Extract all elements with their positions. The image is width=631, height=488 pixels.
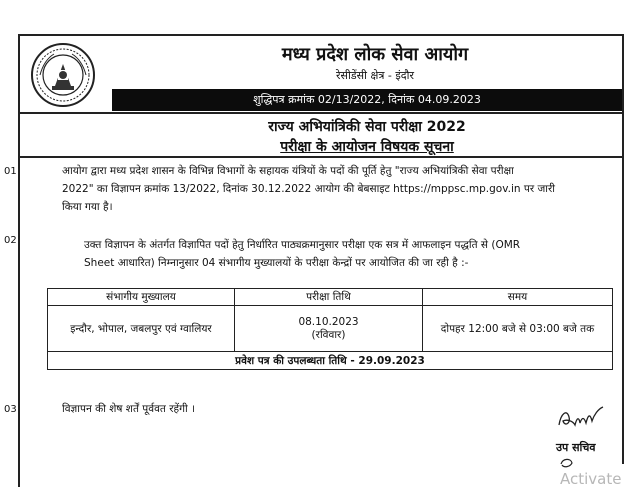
frame-right-border <box>622 34 624 464</box>
paragraph-line: Sheet आधारित) निम्नानुसार 04 संभागीय मुख्यालयों के परीक्षा केन्द्रों पर आयोजित की जा रही है :- <box>84 257 469 269</box>
organization-name: मध्य प्रदेश लोक सेवा आयोग <box>281 44 469 65</box>
admit-card-row <box>48 352 613 370</box>
header-time: समय <box>423 289 613 306</box>
paragraph-number: 01 <box>4 166 17 177</box>
exam-title: राज्य अभियांत्रिकी सेवा परीक्षा 2022 <box>268 119 466 135</box>
paragraph-03 <box>62 400 542 418</box>
exam-day: (रविवार) <box>311 328 346 341</box>
signature-mark <box>553 395 613 437</box>
notice-subtitle: परीक्षा के आयोजन विषयक सूचना <box>280 139 454 155</box>
initial-mark <box>558 456 576 470</box>
header-centers: संभागीय मुख्यालय <box>48 289 235 306</box>
exam-date: 08.10.2023 <box>298 315 359 328</box>
table-row <box>48 306 613 352</box>
deputy-secretary-designation: उप सचिव <box>556 441 596 454</box>
paragraph-line: उक्त विज्ञापन के अंतर्गत विज्ञापित पदों हेतु निर्धारित पाठ्यक्रमानुसार परीक्षा एक सत्र में आफलाइन पद्धति से (OMR <box>84 239 521 251</box>
paragraph-02 <box>84 236 614 272</box>
paragraph-number: 02 <box>4 235 17 246</box>
admit-card-date: प्रवेश पत्र की उपलब्धता तिथि - 29.09.2023 <box>48 352 613 370</box>
corrigendum-number: शुद्धिपत्र क्रमांक 02/13/2022, दिनांक 04.09.2023 <box>253 93 481 106</box>
title-divider <box>18 156 623 158</box>
activate-watermark: Activate <box>560 470 622 488</box>
paragraph-line: विज्ञापन की शेष शर्तें पूर्ववत रहेंगी । <box>62 403 196 415</box>
paragraph-number: 03 <box>4 404 17 415</box>
mppsc-seal-logo <box>30 42 96 108</box>
table-header-row <box>48 289 613 306</box>
paragraph-01 <box>62 162 614 216</box>
frame-top-border <box>18 34 624 36</box>
header-divider <box>18 112 623 114</box>
frame-left-border <box>18 34 20 487</box>
region-name: रेसीडेंसी क्षेत्र - इंदौर <box>336 69 414 82</box>
paragraph-line: किया गया है। <box>62 201 113 213</box>
cell-time: दोपहर 12:00 बजे से 03:00 बजे तक <box>423 306 613 352</box>
header-date: परीक्षा तिथि <box>235 289 423 306</box>
cell-date <box>235 306 423 352</box>
exam-schedule-table <box>47 288 613 370</box>
paragraph-line: 2022" का विज्ञापन क्रमांक 13/2022, दिनांक 30.12.2022 आयोग की बेबसाइट https://mppsc.mp.gov.in पर जारी <box>62 183 555 195</box>
paragraph-line: आयोग द्वारा मध्य प्रदेश शासन के विभिन्न विभागों के सहायक यंत्रियों के पदों की पूर्ति हेतु "राज्य अभियांत्रिकी सेवा परीक्षा <box>62 165 514 177</box>
cell-centers: इन्दौर, भोपाल, जबलपुर एवं ग्वालियर <box>48 306 235 352</box>
